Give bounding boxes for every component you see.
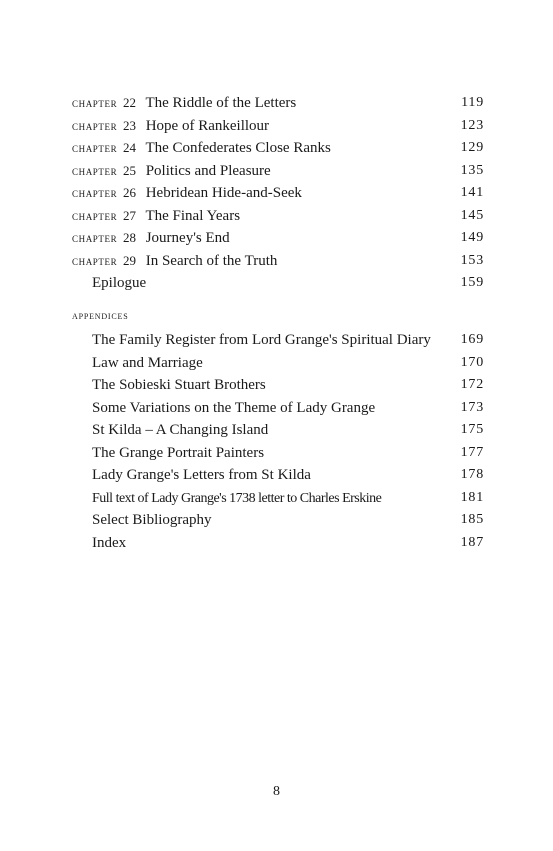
chapter-title: The Riddle of the Letters <box>145 95 297 111</box>
chapter-number: 24 <box>122 140 136 155</box>
chapter-title: Politics and Pleasure <box>145 163 271 179</box>
chapter-number: 25 <box>122 163 136 178</box>
toc-chapter-row <box>72 92 484 114</box>
toc-appendix-row <box>92 464 484 486</box>
chapter-title: Hope of Rankeillour <box>145 118 270 134</box>
page-number: 135 <box>460 163 484 178</box>
toc-chapter-row <box>72 205 484 227</box>
appendix-title: Index <box>92 535 127 551</box>
chapter-title: Hebridean Hide-and-Seek <box>145 185 302 201</box>
page-number: 170 <box>460 355 484 370</box>
appendix-title: Lady Grange's Letters from St Kilda <box>92 467 311 483</box>
chapter-word: chapter <box>72 185 118 200</box>
page-number: 119 <box>461 95 484 110</box>
chapter-title: The Confederates Close Ranks <box>145 140 331 156</box>
chapter-title: Journey's End <box>145 230 230 246</box>
page-number: 159 <box>460 275 484 290</box>
chapter-number: 29 <box>122 253 136 268</box>
chapter-word: chapter <box>72 95 118 110</box>
chapter-word: chapter <box>72 163 118 178</box>
page-number: 172 <box>460 377 484 392</box>
appendix-title: Some Variations on the Theme of Lady Grange <box>92 400 376 416</box>
toc-appendix-row <box>92 352 484 374</box>
chapter-number: 27 <box>122 208 136 223</box>
page-number: 123 <box>460 118 484 133</box>
page-number: 141 <box>460 185 484 200</box>
appendix-title: The Family Register from Lord Grange's Spiritual Diary <box>92 332 431 348</box>
appendix-title: Law and Marriage <box>92 355 203 371</box>
epilogue-title: Epilogue <box>92 275 147 291</box>
toc-chapter-row <box>72 160 484 182</box>
chapter-title: The Final Years <box>145 208 241 224</box>
page-number: 149 <box>460 230 484 245</box>
appendix-title: The Sobieski Stuart Brothers <box>92 377 266 393</box>
toc-appendix-row <box>92 397 484 419</box>
toc-chapter-row <box>72 182 484 204</box>
page-number: 185 <box>460 512 484 527</box>
chapter-number: 23 <box>122 118 136 133</box>
toc-epilogue-row <box>92 272 484 294</box>
page-number: 178 <box>460 467 484 482</box>
appendix-title: The Grange Portrait Painters <box>92 445 265 461</box>
page-number: 173 <box>460 400 484 415</box>
toc-chapter-row <box>72 227 484 249</box>
page-number: 175 <box>460 422 484 437</box>
appendix-title: St Kilda – A Changing Island <box>92 422 269 438</box>
page-number: 153 <box>460 253 484 268</box>
chapter-number: 22 <box>122 95 136 110</box>
appendix-title: Select Bibliography <box>92 512 212 528</box>
page-number: 169 <box>460 332 484 347</box>
appendices-heading: appendices <box>72 308 129 322</box>
chapter-word: chapter <box>72 140 118 155</box>
chapter-word: chapter <box>72 208 118 223</box>
toc-appendix-row <box>92 487 484 509</box>
chapter-word: chapter <box>72 118 118 133</box>
toc-appendix-row <box>92 442 484 464</box>
chapter-number: 28 <box>122 230 136 245</box>
chapter-title: In Search of the Truth <box>145 253 278 269</box>
chapter-word: chapter <box>72 230 118 245</box>
page-number: 129 <box>460 140 484 155</box>
toc-appendix-row <box>92 419 484 441</box>
toc-chapter-row <box>72 137 484 159</box>
toc-appendix-row <box>92 509 484 531</box>
toc-appendix-row <box>92 374 484 396</box>
page-number: 145 <box>460 208 484 223</box>
page-number: 181 <box>460 490 484 505</box>
chapter-word: chapter <box>72 253 118 268</box>
page-folio: 8 <box>273 784 280 799</box>
toc-appendix-row <box>92 329 484 351</box>
page-number: 177 <box>460 445 484 460</box>
toc-chapter-row <box>72 115 484 137</box>
page-number: 187 <box>460 535 484 550</box>
appendix-title: Full text of Lady Grange's 1738 letter to Charles Erskine <box>92 491 382 506</box>
chapter-number: 26 <box>122 185 136 200</box>
toc-chapter-row <box>72 250 484 272</box>
toc-appendix-row <box>92 532 484 554</box>
